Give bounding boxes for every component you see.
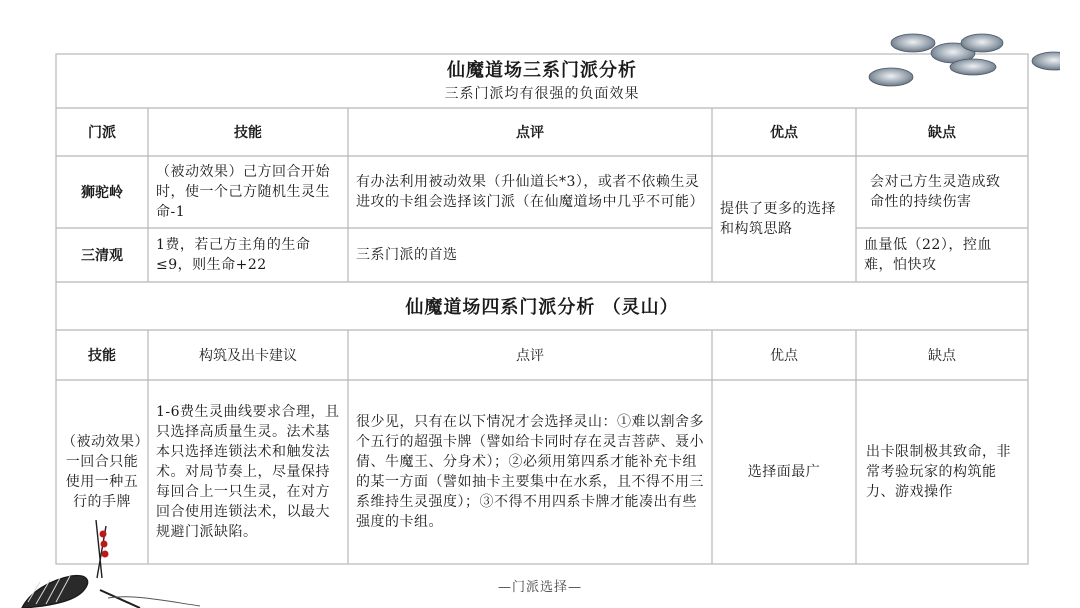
cons-sanqingguan: 血量低（22），控血难，怕快攻 <box>864 237 992 273</box>
table1-subtitle: 三系门派均有很强的负面效果 <box>444 86 640 102</box>
table1-title: 仙魔道场三系门派分析 <box>447 60 637 81</box>
table1-header-skill: 技能 <box>234 125 262 141</box>
skill-shituoling: （被动效果）己方回合开始时，使一个己方随机生灵生命-1 <box>156 164 330 220</box>
review-shituoling: 有办法利用被动效果（升仙道长*3），或者不依赖生灵进攻的卡组会选择该门派（在仙魔道场中几乎不可能） <box>356 174 704 210</box>
sect-name-shituoling: 狮驼岭 <box>81 185 123 201</box>
table1-header-cons: 缺点 <box>928 125 956 141</box>
lingshan-skill: （被动效果）一回合只能使用一种五行的手牌 <box>62 434 142 510</box>
sect-name-sanqingguan: 三清观 <box>81 248 123 264</box>
boat-sketch-decoration <box>0 518 220 608</box>
table2-header-pros: 优点 <box>770 348 798 364</box>
lingshan-pros: 选择面最广 <box>747 464 821 480</box>
shared-pros: 提供了更多的选择和构筑思路 <box>720 201 836 237</box>
table2-header-cons: 缺点 <box>928 348 956 364</box>
cons-shituoling: 会对己方生灵造成致命性的持续伤害 <box>870 174 1001 210</box>
ink-cloud-decoration <box>860 28 1060 108</box>
lingshan-cons: 出卡限制极其致命，非常考验玩家的构筑能力、游戏操作 <box>866 444 1011 500</box>
table1-header-sect: 门派 <box>88 125 116 141</box>
lingshan-build: 1-6费生灵曲线要求合理，且只选择高质量生灵。法术基本只选择连锁法术和触发法术。对局节奏上，尽量保持每回合上一只生灵，在对方回合使用连锁法术，以最大规避门派缺陷。 <box>156 404 340 540</box>
table2-header-review: 点评 <box>516 348 544 364</box>
footer-label: —门派选择— <box>497 579 582 595</box>
table1-header-pros: 优点 <box>770 125 798 141</box>
table1-header-review: 点评 <box>516 125 544 141</box>
table2-header-build: 构筑及出卡建议 <box>199 348 297 364</box>
skill-sanqingguan: 1费，若己方主角的生命≤9，则生命+22 <box>156 237 311 273</box>
table2-title: 仙魔道场四系门派分析 （灵山） <box>405 297 679 318</box>
review-sanqingguan: 三系门派的首选 <box>356 247 458 263</box>
table2-header-skill: 技能 <box>88 348 116 364</box>
lingshan-review: 很少见，只有在以下情况才会选择灵山：①难以割舍多个五行的超强卡牌（譬如给卡同时存在灵吉菩萨、聂小倩、牛魔王、分身术）；②必须用第四系才能补充卡组的某一方面（譬如抽卡主要集中在水系，且不得不用三系维持生灵强度）；③不得不用四系卡牌才能凑出有些强度的卡组。 <box>356 414 704 530</box>
